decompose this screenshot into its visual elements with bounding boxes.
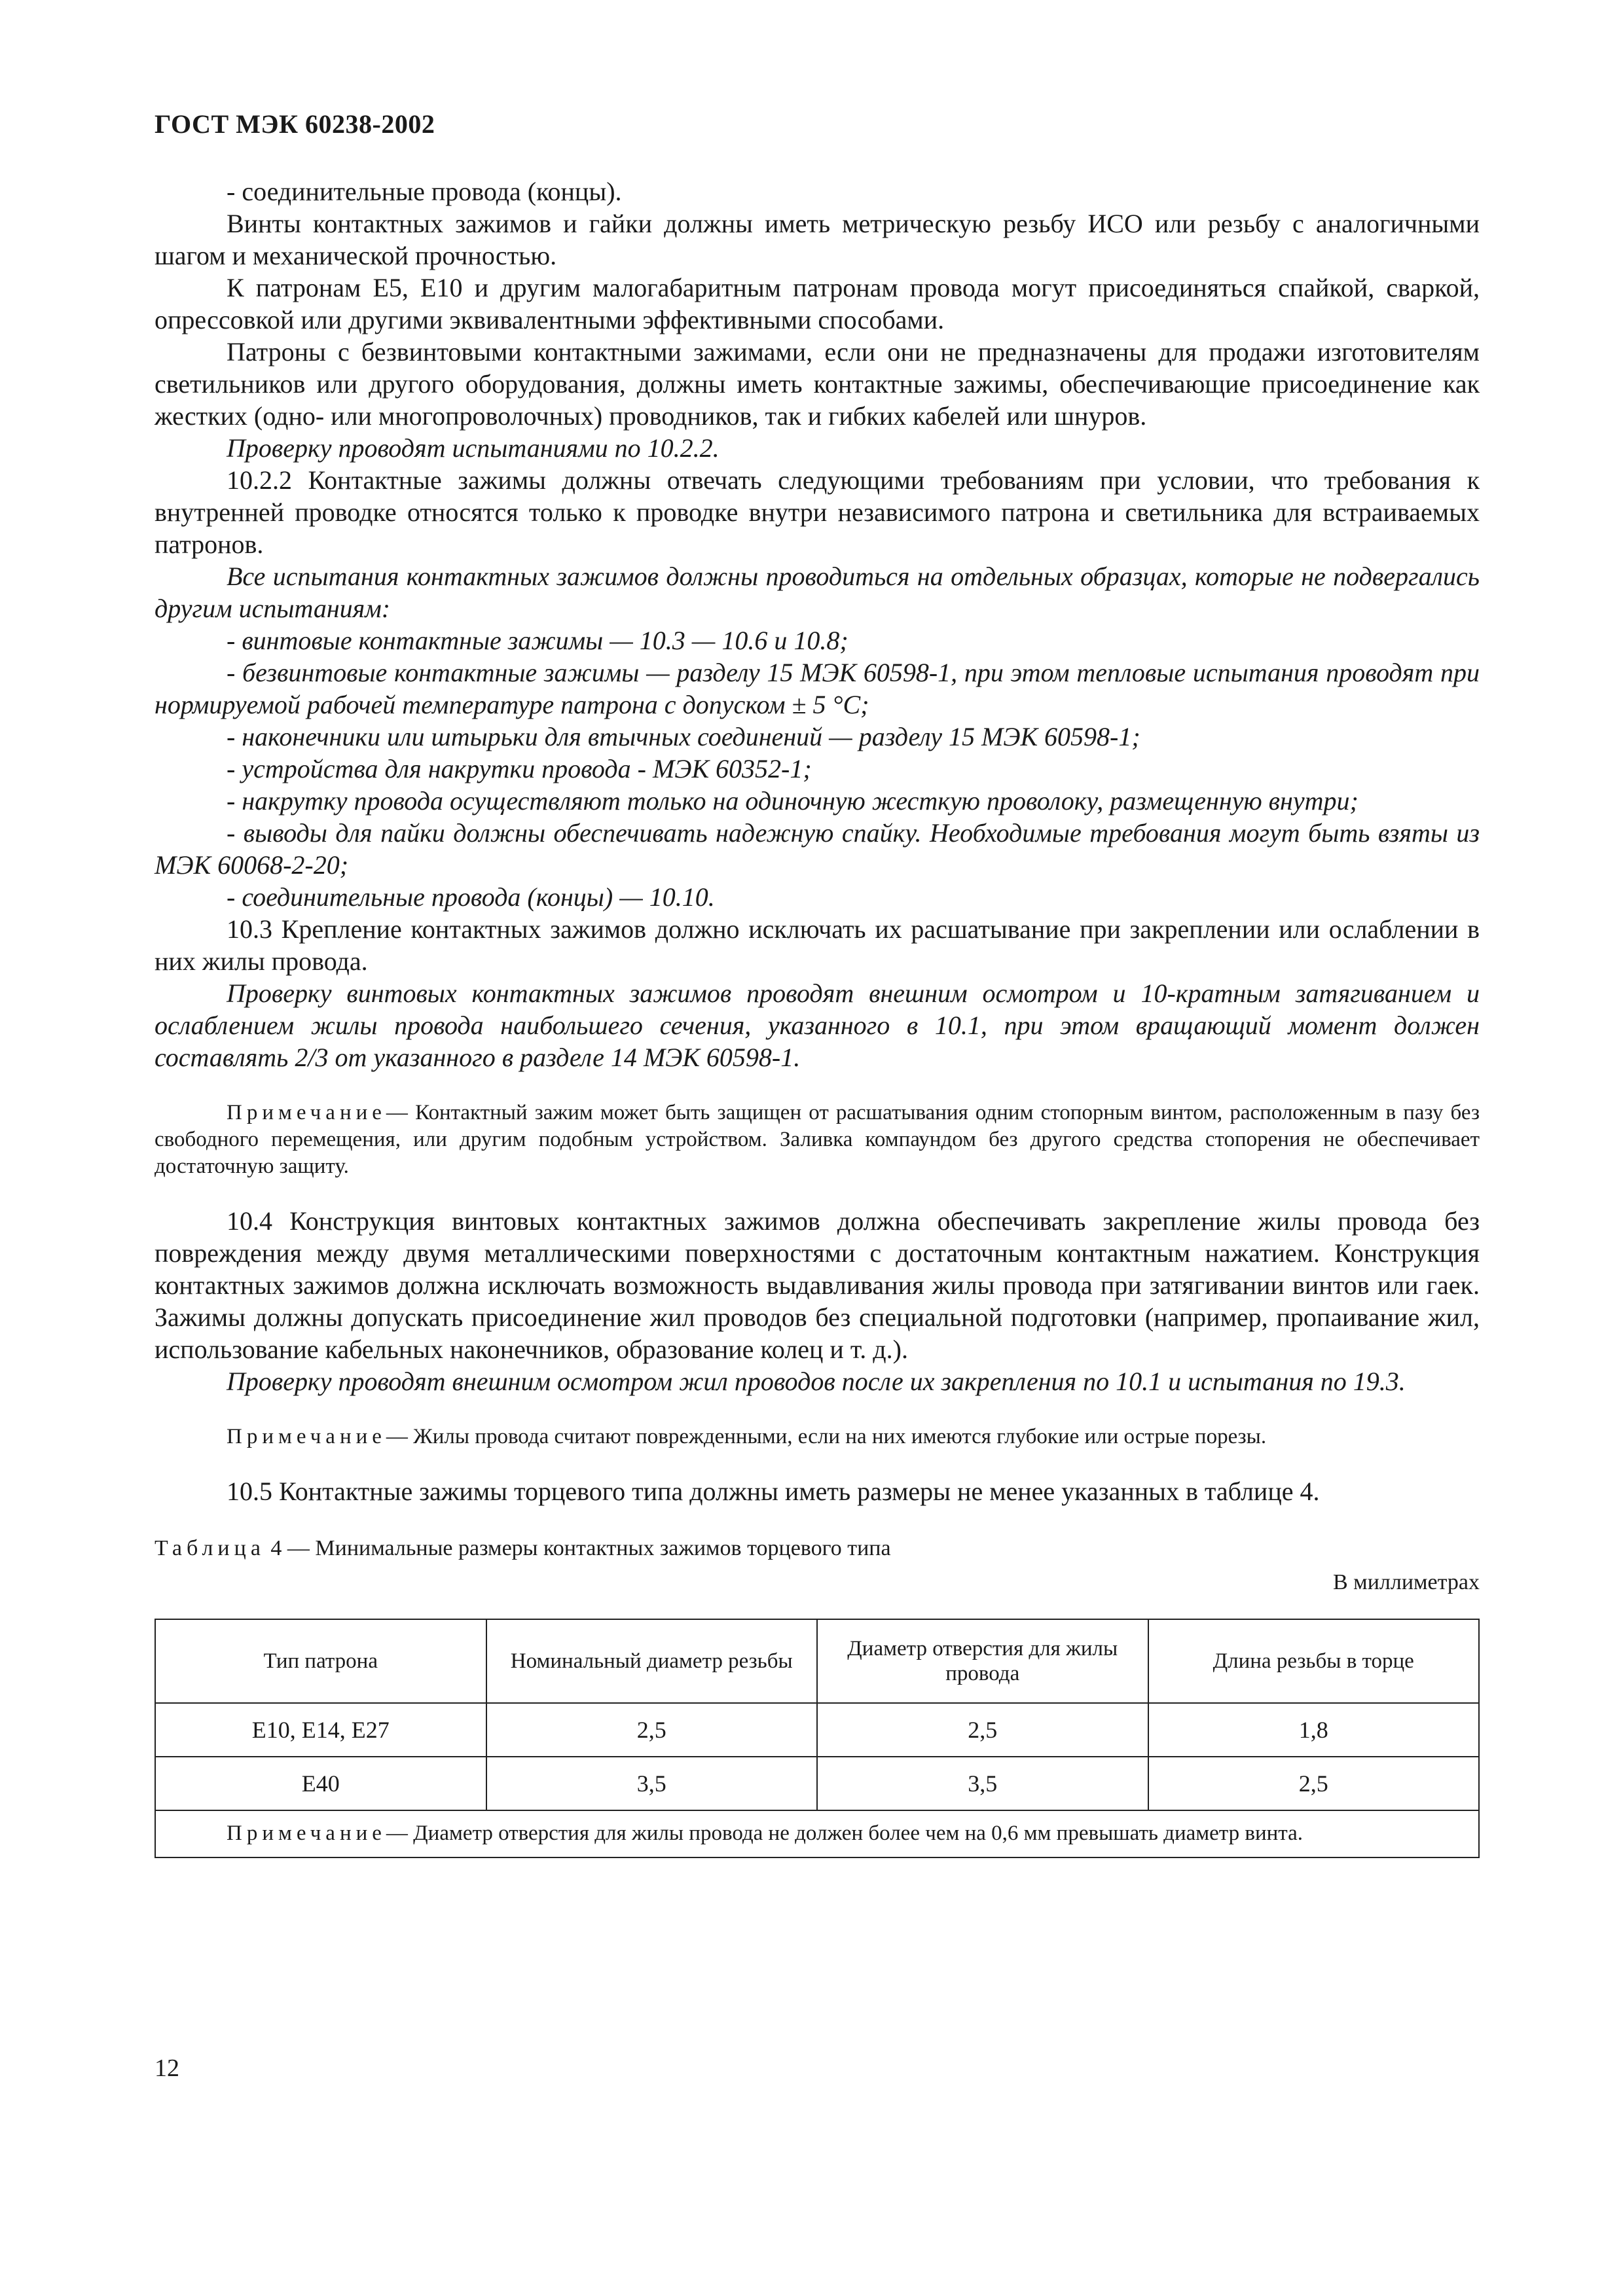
table-row — [155, 1703, 1479, 1757]
list-item: - винтовые контактные зажимы — 10.3 — 10.6 и 10.8; — [227, 626, 848, 655]
table-cell: 3,5 — [817, 1757, 1148, 1810]
list-item: - безвинтовые контактные зажимы — разделу 15 МЭК 60598-1, при этом тепловые испытания проводят при нормируемой рабочей температуре патрона с допуском ± 5 °С; — [155, 658, 1480, 719]
list-item: - соединительные провода (концы) — 10.10. — [227, 882, 715, 912]
table-cell: 1,8 — [1148, 1703, 1480, 1757]
table-4 — [155, 1619, 1480, 1858]
table-cell: Е40 — [155, 1757, 486, 1810]
paragraph: Патроны с безвинтовыми контактными зажимами, если они не предназначены для продажи изготовителям светильников или другого оборудования, должны иметь контактные зажимы, обеспечивающие присоединение как жестких (одно- или многопроволочных) проводников, так и гибких кабелей или шнуров. — [155, 337, 1480, 431]
table-unit: В миллиметрах — [1333, 1570, 1480, 1594]
list-item: - устройства для накрутки провода - МЭК 60352-1; — [227, 754, 812, 783]
table-caption — [155, 1535, 1480, 1562]
table-cell: 2,5 — [1148, 1757, 1480, 1810]
test-paragraph: Проверку винтовых контактных зажимов проводят внешним осмотром и 10-кратным затягиванием и ослаблением жилы провода наибольшего сечения, указанного в 10.1, при этом вращающий момент должен составлять 2/3 от указанного в разделе 14 МЭК 60598-1. — [155, 978, 1480, 1072]
table-note-label: Примечание — [227, 1821, 386, 1845]
clause-10-4: 10.4 Конструкция винтовых контактных зажимов должна обеспечивать закрепление жилы провода без повреждения между двумя металлическими поверхностями с достаточным контактным нажатием. Конструкция контактных зажимов должна исключать возможность выдавливания жилы провода при затягивании винтов или гаек. Зажимы должны допускать присоединение жил проводов без специальной подготовки (например, пропаивание жил, использование кабельных наконечников, образование колец и т. д.). — [155, 1206, 1480, 1364]
table-cell: 3,5 — [486, 1757, 818, 1810]
document-body — [155, 175, 1480, 1858]
note-2 — [155, 1424, 1480, 1450]
table-row — [155, 1757, 1479, 1810]
note-text: — Контактный зажим может быть защищен от расшатывания одним стопорным винтом, расположенным в пазу без свободного перемещения, или другим подобным устройством. Заливка компаундом без другого средства стопорения не обеспечивает достаточную защиту. — [155, 1101, 1480, 1178]
paragraph: Винты контактных зажимов и гайки должны иметь метрическую резьбу ИСО или резьбу с аналогичными шагом и механической прочностью. — [155, 209, 1480, 270]
paragraph: К патронам Е5, Е10 и другим малогабаритным патронам провода могут присоединяться спайкой, сваркой, опрессовкой или другими эквивалентными эффективными способами. — [155, 273, 1480, 334]
table-note — [155, 1810, 1479, 1857]
table-cell: 2,5 — [817, 1703, 1148, 1757]
paragraph: - соединительные провода (концы). — [227, 177, 622, 206]
table-caption-label: Таблица — [155, 1536, 265, 1560]
table-header-cell: Диаметр отверстия для жилы провода — [817, 1619, 1148, 1703]
table-caption-text: 4 — Минимальные размеры контактных зажимов торцевого типа — [270, 1536, 891, 1560]
note-1 — [155, 1100, 1480, 1180]
list-item: - выводы для пайки должны обеспечивать надежную спайку. Необходимые требования могут быть взяты из МЭК 60068-2-20; — [155, 818, 1480, 880]
table-note-row — [155, 1810, 1479, 1857]
table-header-cell: Длина резьбы в торце — [1148, 1619, 1480, 1703]
table-header-cell: Номинальный диаметр резьбы — [486, 1619, 818, 1703]
list-item: - накрутку провода осуществляют только на одиночную жесткую проволоку, размещенную внутри; — [227, 786, 1359, 816]
note-text: — Жилы провода считают поврежденными, если на них имеются глубокие или острые порезы. — [386, 1425, 1267, 1448]
page-number: 12 — [155, 2054, 179, 2082]
note-label: Примечание — [227, 1101, 386, 1124]
table-cell: 2,5 — [486, 1703, 818, 1757]
table-cell: Е10, Е14, Е27 — [155, 1703, 486, 1757]
table-header-row — [155, 1619, 1479, 1703]
test-paragraph: Проверку проводят внешним осмотром жил проводов после их закрепления по 10.1 и испытания по 19.3. — [227, 1367, 1406, 1396]
document-header: ГОСТ МЭК 60238-2002 — [155, 109, 435, 139]
clause-10-2-2: 10.2.2 Контактные зажимы должны отвечать следующими требованиям при условии, что требования к внутренней проводке относятся только к проводке внутри независимого патрона и светильника для встраиваемых патронов. — [155, 465, 1480, 559]
clause-10-3: 10.3 Крепление контактных зажимов должно исключать их расшатывание при закреплении или ослаблении в них жилы провода. — [155, 914, 1480, 976]
test-paragraph: Проверку проводят испытаниями по 10.2.2. — [227, 433, 720, 463]
table-header-cell: Тип патрона — [155, 1619, 486, 1703]
note-label: Примечание — [227, 1425, 386, 1448]
list-item: - наконечники или штырьки для втычных соединений — разделу 15 МЭК 60598-1; — [227, 722, 1140, 751]
test-paragraph: Все испытания контактных зажимов должны проводиться на отдельных образцах, которые не подвергались другим испытаниям: — [155, 562, 1480, 623]
table-note-text: — Диаметр отверстия для жилы провода не должен более чем на 0,6 мм превышать диаметр винта. — [386, 1821, 1303, 1845]
clause-10-5: 10.5 Контактные зажимы торцевого типа должны иметь размеры не менее указанных в таблице 4. — [227, 1477, 1320, 1506]
